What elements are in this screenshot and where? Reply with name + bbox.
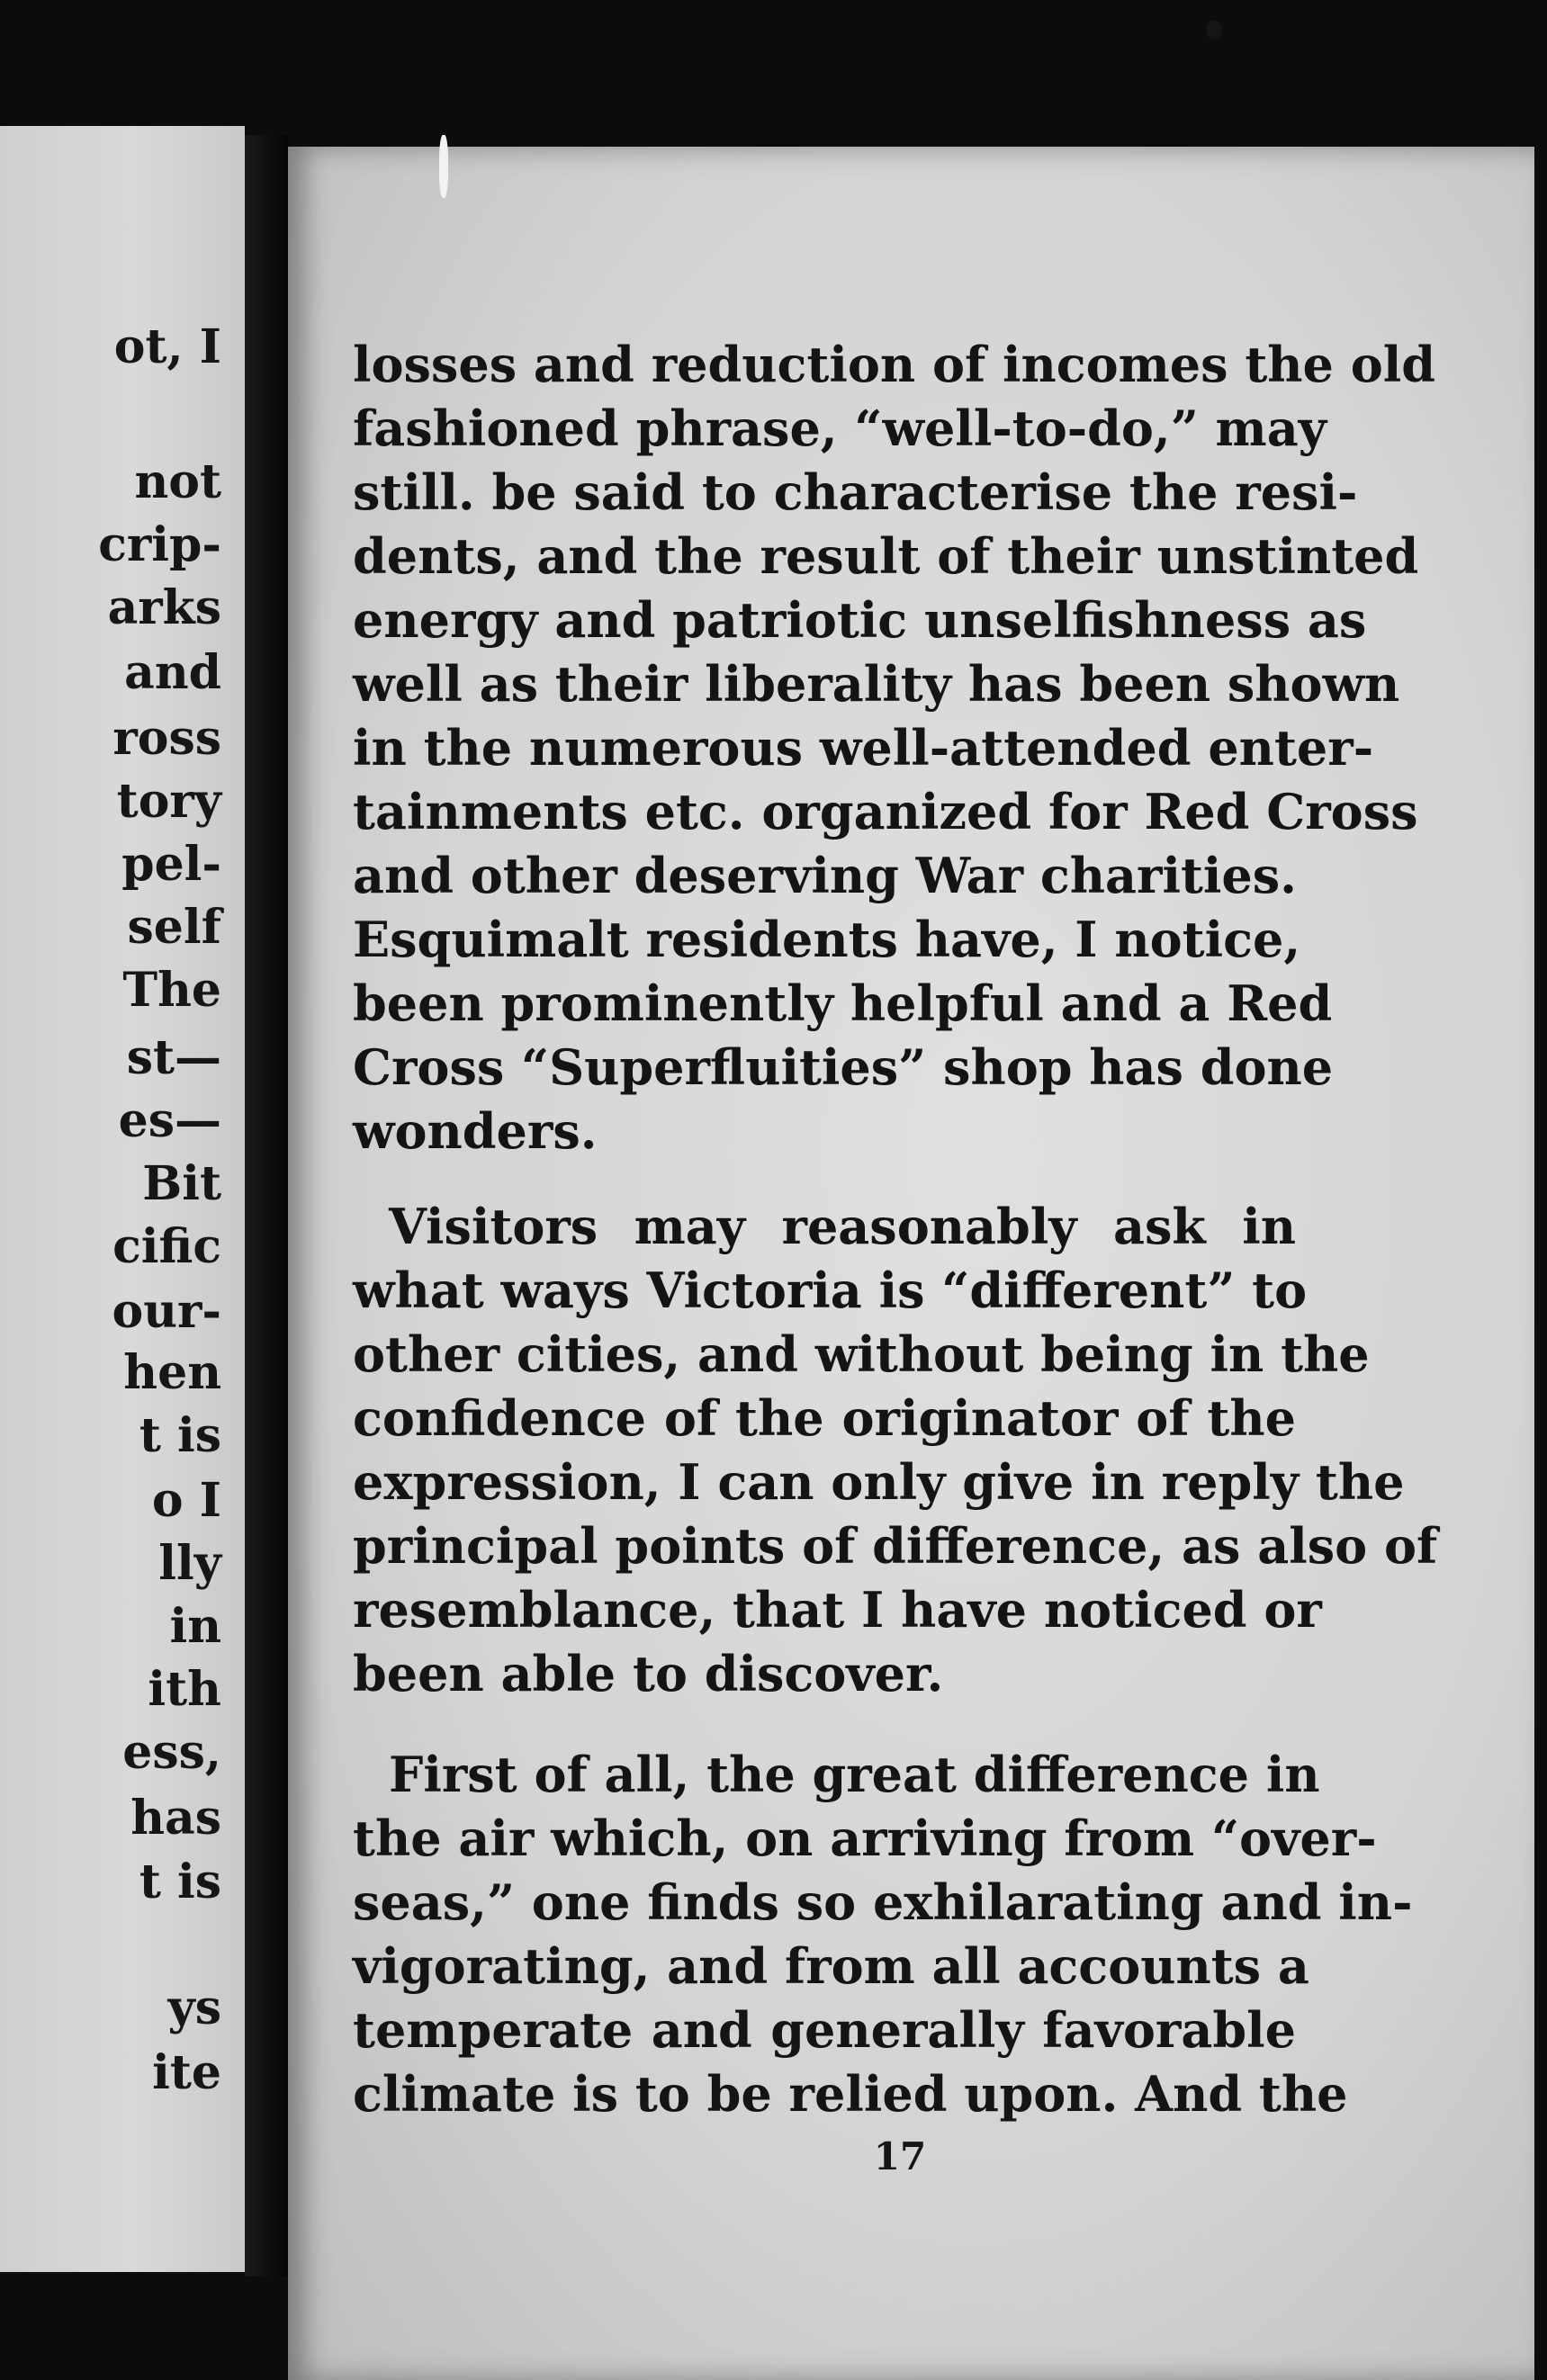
body-text-line: First of all, the great difference in <box>389 1746 1320 1803</box>
left-page-text-fragment: ys <box>167 1980 221 2035</box>
left-page-text-fragment: crip- <box>98 517 221 572</box>
left-page-text-fragment: pel- <box>121 837 221 892</box>
body-text-line: what ways Victoria is “different” to <box>353 1262 1308 1319</box>
left-page-text-fragment: arks <box>107 580 221 635</box>
left-page-text-fragment: t is <box>139 1408 221 1463</box>
left-page-text-fragment: ot, I <box>113 319 221 374</box>
body-text-line: temperate and generally favorable <box>353 2001 1296 2059</box>
left-page-text-fragment: ess, <box>122 1725 221 1780</box>
left-page-text-fragment: o I <box>151 1473 221 1528</box>
body-text-line: wonders. <box>353 1102 598 1160</box>
body-text-line: in the numerous well-attended enter- <box>353 719 1374 777</box>
left-page-text-fragment: ith <box>148 1662 221 1717</box>
left-page-text-fragment: The <box>122 963 221 1018</box>
body-text-line: confidence of the originator of the <box>353 1389 1296 1447</box>
body-text-line: resemblance, that I have noticed or <box>353 1581 1322 1639</box>
left-page-text-fragment: hen <box>123 1345 221 1400</box>
left-page-text-fragment: and <box>124 645 221 700</box>
body-text-line: still. be said to characterise the resi- <box>353 463 1358 521</box>
body-text-line: other cities, and without being in the <box>353 1325 1370 1383</box>
body-text-line: the air which, on arriving from “over- <box>353 1810 1377 1867</box>
body-text-line: energy and patriotic unselfishness as <box>353 591 1367 649</box>
body-text-line: principal points of difference, as also of <box>353 1517 1438 1575</box>
book-gutter <box>245 135 288 2277</box>
left-page-text-fragment: ross <box>112 711 221 766</box>
page-number: 17 <box>873 2134 927 2178</box>
left-page-text-fragment: t is <box>139 1855 221 1909</box>
body-text-line: been able to discover. <box>353 1645 944 1702</box>
body-text-line: fashioned phrase, “well-to-do,” may <box>353 400 1327 457</box>
body-text-line: Cross “Superfluities” shop has done <box>353 1038 1334 1096</box>
body-text-line: expression, I can only give in reply the <box>353 1453 1405 1511</box>
left-page-text-fragment: tory <box>116 774 221 829</box>
body-text-line: been prominently helpful and a Red <box>353 974 1333 1032</box>
body-text-line: Esquimalt residents have, I notice, <box>353 911 1301 968</box>
dust-speck <box>439 135 448 198</box>
body-text-line: vigorating, and from all accounts a <box>353 1937 1309 1995</box>
body-text-line: losses and reduction of incomes the old <box>353 336 1436 393</box>
left-page-text-fragment: our- <box>112 1284 221 1339</box>
left-page-text-fragment: lly <box>158 1536 221 1591</box>
body-text-line: seas,” one finds so exhilarating and in- <box>353 1873 1413 1931</box>
left-page-text-fragment: Bit <box>142 1156 221 1211</box>
body-text-line: Visitors may reasonably ask in <box>389 1198 1296 1255</box>
body-text-line: and other deserving War charities. <box>353 847 1297 904</box>
left-page-text-fragment: st— <box>126 1030 221 1085</box>
left-page-text-fragment: cific <box>112 1219 221 1274</box>
left-page-text-fragment: ite <box>152 2045 221 2100</box>
body-text-line: climate is to be relied upon. And the <box>353 2065 1348 2123</box>
body-text-line: well as their liberality has been shown <box>353 655 1400 713</box>
left-facing-page <box>0 126 245 2272</box>
left-page-text-fragment: self <box>127 900 221 955</box>
left-page-text-fragment: in <box>169 1599 221 1654</box>
body-text-line: dents, and the result of their unstinted <box>353 527 1419 585</box>
body-text-line: tainments etc. organized for Red Cross <box>353 783 1418 840</box>
left-page-text-fragment: es— <box>118 1093 221 1148</box>
left-page-text-fragment: not <box>134 454 221 509</box>
left-page-text-fragment: has <box>130 1791 221 1846</box>
dust-speck <box>1206 20 1222 40</box>
